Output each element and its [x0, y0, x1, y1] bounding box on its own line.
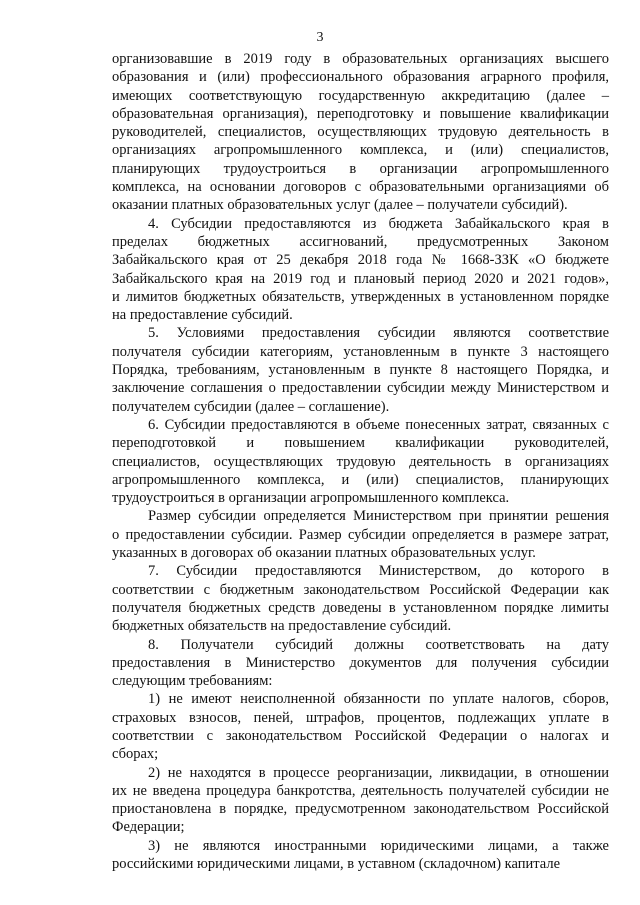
text-line: следующим требованиям: — [112, 673, 273, 690]
text-line: российскими юридическими лицами, в уставном (складочном) капитале — [112, 856, 561, 873]
text-line: о предоставлении субсидии. Размер субсидии определяется в размере затрат, — [112, 526, 609, 543]
text-line: оказании платных образовательных услуг (далее – получатели субсидий). — [112, 197, 568, 214]
text-line: 5. Условиями предоставления субсидии являются соответствие — [148, 325, 609, 342]
text-line: 1) не имеют неисполненной обязанности по уплате налогов, сборов, — [148, 691, 609, 708]
text-line: и лимитов бюджетных обязательств, утвержденных в установленном порядке — [112, 288, 609, 305]
page-number: 3 — [316, 30, 324, 45]
paragraph — [112, 837, 609, 874]
text-line: соответствии с бюджетным законодательством Российской Федерации как — [112, 581, 609, 598]
text-line: 3) не являются иностранными юридическими лицами, а также — [148, 837, 609, 854]
paragraph — [112, 690, 609, 763]
paragraph — [112, 324, 609, 415]
text-line: получателя бюджетных средств доведены в установленном порядке лимиты — [112, 599, 609, 616]
text-line: 6. Субсидии предоставляются в объеме понесенных затрат, связанных с — [148, 416, 609, 433]
text-line: имеющих соответствующую государственную аккредитацию (далее – — [112, 87, 609, 104]
paragraph — [112, 416, 609, 507]
text-line: 4. Субсидии предоставляются из бюджета Забайкальского края в — [148, 215, 609, 232]
text-line: Забайкальского края на 2019 год и плановый период 2020 и 2021 годов», — [112, 270, 609, 287]
text-line: 8. Получатели субсидий должны соответствовать на дату — [148, 636, 609, 653]
text-line: планирующих трудоустроиться в организации агропромышленного — [112, 160, 609, 177]
text-line: организовавшие в 2019 году в образовательных организациях высшего — [112, 51, 609, 67]
text-line: агропромышленного комплекса, и (или) специалистов, планирующих — [112, 471, 609, 488]
text-line: трудоустроиться в организации агропромышленного комплекса. — [112, 490, 510, 507]
text-line: страховых взносов, пеней, штрафов, процентов, подлежащих уплате в — [112, 709, 609, 726]
document-body — [112, 50, 609, 873]
paragraph — [112, 507, 609, 562]
text-line: организациях агропромышленного комплекса, и (или) специалистов, — [112, 142, 609, 159]
text-line: 7. Субсидии предоставляются Министерством, до которого в — [148, 563, 609, 580]
text-line: получателя субсидии категориям, установленным в пункте 3 настоящего — [112, 343, 609, 360]
text-line: Размер субсидии определяется Министерством при принятии решения — [148, 508, 609, 525]
text-line: указанных в договорах об оказании платных образовательных услуг. — [112, 545, 536, 562]
text-line: пределах бюджетных ассигнований, предусмотренных Законом — [112, 233, 609, 250]
text-line: образования и (или) профессионального образования аграрного профиля, — [112, 69, 609, 86]
text-line: их не введена процедура банкротства, деятельность получателей субсидии не — [112, 782, 609, 799]
text-line: образовательная организация), переподготовку и повышение квалификации — [112, 105, 609, 122]
text-line: предоставления в Министерство документов для получения субсидии — [112, 654, 609, 671]
paragraph — [112, 215, 609, 325]
text-line: бюджетных обязательств на предоставление субсидий. — [112, 618, 452, 635]
text-line: заключение соглашения о предоставлении субсидии между Министерством и — [112, 380, 609, 397]
text-line: переподготовкой и повышением квалификации руководителей, — [112, 435, 609, 452]
paragraph — [112, 50, 609, 215]
paragraph — [112, 764, 609, 837]
text-line: на предоставление субсидий. — [112, 307, 293, 324]
text-line: получателем субсидии (далее – соглашение). — [112, 398, 390, 415]
paragraph — [112, 636, 609, 691]
text-line: Забайкальского края от 25 декабря 2018 года № 1668-ЗЗК «О бюджете — [112, 252, 609, 269]
text-line: 2) не находятся в процессе реорганизации, ликвидации, в отношении — [148, 764, 609, 781]
text-line: специалистов, осуществляющих трудовую деятельность в организациях — [112, 453, 609, 470]
text-line: комплекса, на основании договоров с образовательными организациями об — [112, 179, 609, 196]
text-line: приостановлена в порядке, предусмотренном законодательством Российской — [112, 801, 609, 818]
text-line: сборах; — [112, 746, 159, 763]
text-line: Федерации; — [112, 819, 185, 836]
text-line: Порядка, требованиям, установленным в пункте 8 настоящего Порядка, и — [112, 362, 609, 379]
text-line: соответствии с законодательством Российской Федерации о налогах и — [112, 727, 609, 744]
paragraph — [112, 562, 609, 635]
text-line: руководителей, специалистов, осуществляющих трудовую деятельность в — [112, 124, 609, 141]
